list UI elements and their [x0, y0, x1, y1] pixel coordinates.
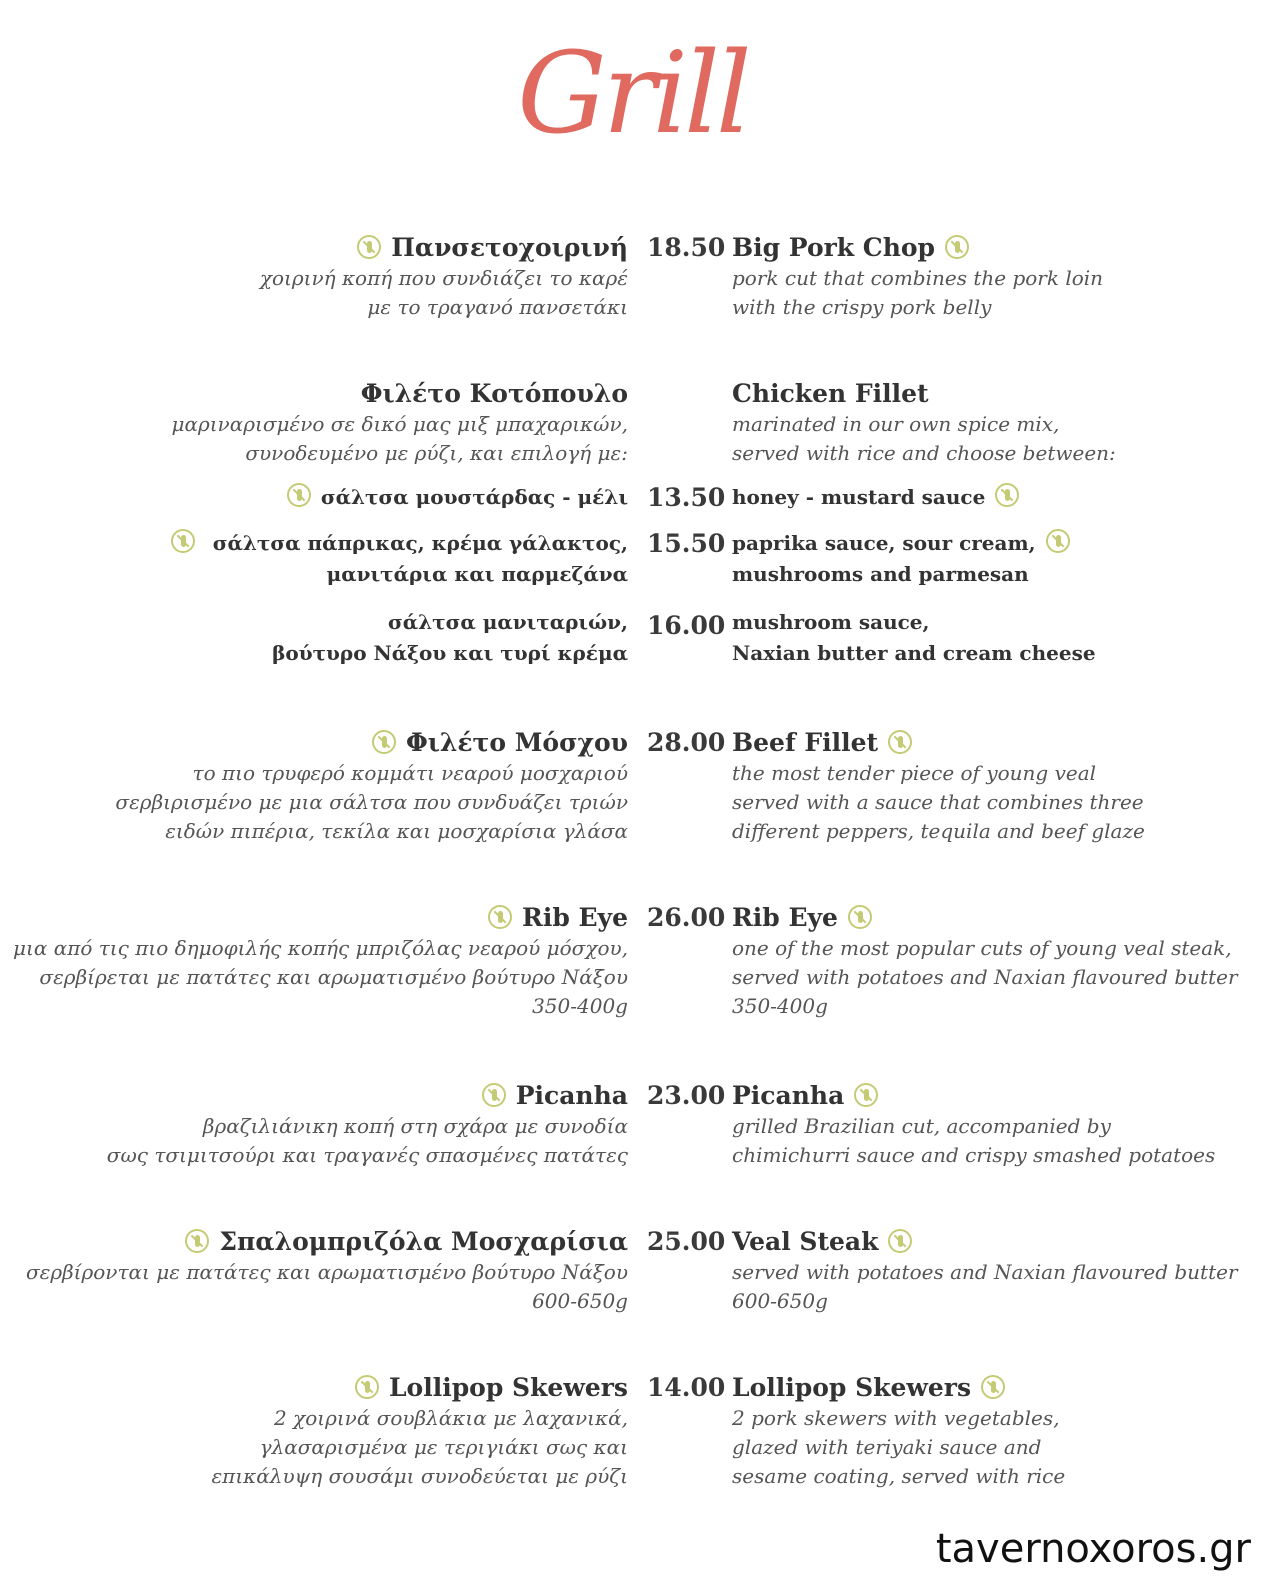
option-price: 15.50: [647, 529, 726, 558]
option-gr: σάλτσα μανιταριών, βούτυρο Νάξου και τυρί κρέμα: [272, 610, 628, 665]
option-price: 16.00: [647, 611, 726, 640]
item-desc-en: the most tender piece of young veal served with a sauce that combines three different peppers, tequila and beef glaze: [732, 761, 1145, 843]
option-en: mushroom sauce, Naxian butter and cream cheese: [732, 610, 1096, 665]
item-price: 18.50: [647, 233, 726, 262]
item-name-en: Big Pork Chop: [732, 233, 936, 262]
item-name-en: Rib Eye: [732, 903, 838, 932]
option-en: paprika sauce, sour cream, mushrooms and parmesan: [732, 528, 1080, 590]
item-name-en: Picanha: [732, 1081, 845, 1110]
item-desc-gr: το πιο τρυφερό κομμάτι νεαρού μοσχαριού σερβιρισμένο με μια σάλτσα που συνδυάζει τριών ειδών πιπέρια, τεκίλα και μοσχαρίσια γλάσα: [115, 761, 628, 843]
gluten-free-icon: [888, 730, 912, 754]
gluten-free-icon: [171, 529, 195, 553]
item-desc-en: served with potatoes and Naxian flavoured butter 600-650g: [732, 1260, 1238, 1313]
item-price: 28.00: [647, 728, 726, 757]
gluten-free-icon: [848, 905, 872, 929]
item-desc-gr: μαριναρισμένο σε δικό μας μιξ μπαχαρικών, συνοδευμένο με ρύζι, και επιλογή με:: [171, 412, 628, 465]
item-desc-gr: μια από τις πιο δημοφιλής κοπής μπριζόλας νεαρού μόσχου, σερβίρεται με πατάτες και αρωματισμένο βούτυρο Νάξου 350-400g: [12, 936, 628, 1018]
gluten-free-icon: [355, 1375, 379, 1399]
item-name-en: Lollipop Skewers: [732, 1373, 972, 1402]
item-desc-en: pork cut that combines the pork loin with the crispy pork belly: [732, 266, 1104, 319]
item-price: 26.00: [647, 903, 726, 932]
gluten-free-icon: [945, 235, 969, 259]
item-desc-gr: 2 χοιρινά σουβλάκια με λαχανικά, γλασαρισμένα με τεριγιάκι σως και επικάλυψη σουσάμι συνοδεύεται με ρύζι: [211, 1406, 628, 1488]
item-desc-en: marinated in our own spice mix, served with rice and choose between:: [732, 412, 1116, 465]
option-price: 13.50: [647, 483, 726, 512]
item-name-en: Veal Steak: [732, 1227, 879, 1256]
item-price: 25.00: [647, 1227, 726, 1256]
item-name-gr: Φιλέτο Κοτόπουλο: [360, 379, 628, 408]
item-name-en: Beef Fillet: [732, 728, 879, 757]
gluten-free-icon: [1046, 529, 1070, 553]
item-name-gr: Rib Eye: [522, 903, 628, 932]
item-name-en: Chicken Fillet: [732, 379, 929, 408]
item-desc-gr: βραζιλιάνικη κοπή στη σχάρα με συνοδία σως τσιμιτσούρι και τραγανές σπασμένες πατάτες: [106, 1114, 628, 1167]
option-gr: σάλτσα μουστάρδας - μέλι: [277, 482, 628, 513]
item-desc-gr: χοιρινή κοπή που συνδιάζει το καρέ με το τραγανό πανσετάκι: [259, 266, 628, 319]
item-name-gr: Lollipop Skewers: [388, 1373, 628, 1402]
gluten-free-icon: [482, 1083, 506, 1107]
menu-title: Grill: [517, 29, 748, 159]
gluten-free-icon: [185, 1229, 209, 1253]
item-desc-en: 2 pork skewers with vegetables, glazed with teriyaki sauce and sesame coating, served with rice: [732, 1406, 1066, 1488]
gluten-free-icon: [488, 905, 512, 929]
item-name-gr: Φιλέτο Μόσχου: [405, 728, 628, 757]
watermark: tavernoxoros.gr: [935, 1526, 1251, 1572]
gluten-free-icon: [981, 1375, 1005, 1399]
item-desc-en: grilled Brazilian cut, accompanied by chimichurri sauce and crispy smashed potatoes: [732, 1114, 1216, 1167]
item-name-gr: Σπαλομπριζόλα Μοσχαρίσια: [219, 1227, 628, 1256]
item-desc-gr: σερβίρονται με πατάτες και αρωματισμένο βούτυρο Νάξου 600-650g: [25, 1260, 628, 1313]
gluten-free-icon: [357, 235, 381, 259]
item-price: 14.00: [647, 1373, 726, 1402]
option-gr: σάλτσα πάπρικας, κρέμα γάλακτος, μανιτάρια και παρμεζάνα: [161, 528, 628, 590]
item-price: 23.00: [647, 1081, 726, 1110]
option-en: honey - mustard sauce: [732, 482, 1029, 513]
item-desc-en: one of the most popular cuts of young veal steak, served with potatoes and Naxian flavoured butter 350-400g: [732, 936, 1238, 1018]
item-name-gr: Πανσετοχοιρινή: [391, 233, 628, 262]
item-name-gr: Picanha: [515, 1081, 628, 1110]
gluten-free-icon: [995, 483, 1019, 507]
gluten-free-icon: [372, 730, 396, 754]
gluten-free-icon: [287, 483, 311, 507]
gluten-free-icon: [888, 1229, 912, 1253]
gluten-free-icon: [854, 1083, 878, 1107]
